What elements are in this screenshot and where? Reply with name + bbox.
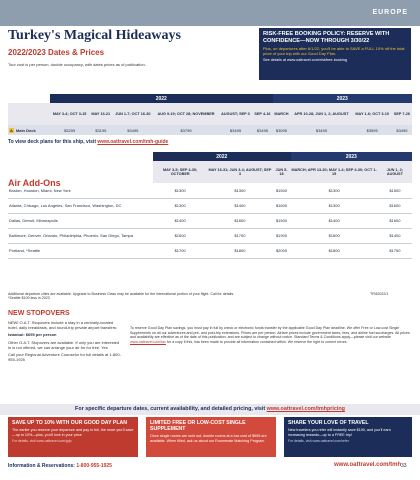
stopovers-body: NEW! O.A.T. Stopovers include a stay in a centrally-located hotel, daily breakfasts, and round-trip private airport transfers: Istanbul: $695 per person Other O.A.T. Stopovers are available. If only you are interested in is not offered, we can arrange your air for for free. Yes Call your Regional Adventure Counselor for full details at 1-800-955-1925: [8, 320, 121, 363]
pricing-band-text: For specific departure dates, current availability, and detailed pricing, visit www.oattravel.com/tmhpricing: [75, 406, 345, 412]
air-price: $1400: [291, 213, 378, 228]
air-footnotes: Additional departure cities are available. Upgrade to Business Class may be available for the international portion of your flight. Call for details. *Seattle $100 less in 2023: [8, 292, 235, 301]
air-date-col: JUN 5-18: [273, 161, 291, 183]
air-price: $1500: [273, 183, 291, 198]
air-price: $1750: [378, 243, 412, 258]
deck-marker: A: [10, 127, 13, 133]
page-subtitle: 2022/2023 Dates & Prices: [8, 48, 105, 57]
date-col: MAY 13-21: [89, 103, 112, 125]
air-price: $1600: [273, 198, 291, 213]
table-row: [8, 183, 412, 198]
air-year-2022: 2022: [153, 152, 291, 161]
air-date-col: MAY 16-31; JUN 3-4; AUGUST; SEP 3: [207, 161, 272, 183]
air-price: $1300: [291, 183, 378, 198]
table-row: [8, 228, 412, 243]
air-price: $1300: [153, 183, 207, 198]
air-date-col: MARCH; APR 13-30; MAY 1-4; SEP 4-30; OCT 1-15: [291, 161, 378, 183]
page-title: Turkey's Magical Hideaways: [8, 28, 181, 43]
air-price: $1400: [153, 213, 207, 228]
price-cell: $3595: [366, 127, 378, 133]
date-col: JUN 1-7; OCT 16-30: [112, 103, 153, 125]
stopovers-heading: NEW STOPOVERS: [8, 310, 70, 317]
deck-plans-link[interactable]: www.oattravel.com/tmh-guide: [97, 139, 169, 145]
istanbul-price: Istanbul: $695 per person: [8, 332, 57, 338]
air-price: $1300: [207, 183, 272, 198]
year-header-2023: 2023: [273, 94, 413, 103]
referral-card: SHARE YOUR LOVE OF TRAVEL New travelers you refer will instantly save $100, and you'll earn increasing rewards—up to a FREE trip! For details, visit www.oattravel.com/refer: [284, 417, 412, 457]
price-cell: $3495: [256, 127, 269, 133]
air-price: $1400: [207, 198, 272, 213]
policy-details: See details at www.oattravel.com/riskfree-booking: [263, 58, 347, 62]
policy-body: Plus, on departures after 6/1/22, you'll be able to SAVE a FULL 10% off the total price of your trip with our Good Day Plan.: [263, 46, 405, 56]
air-addons-table: [8, 152, 412, 259]
row-label: A Main Deck: [10, 127, 36, 133]
phone-number[interactable]: 1-800-955-1925: [76, 463, 112, 469]
price-cell: $3795: [180, 127, 192, 133]
terms-text: To reserve Good Day Plan savings, you must pay in full by check or electronic funds transfer by the applicable Good Day Plan deadline. We offer Free or Low-cost Single Supplements on all our adventures and pre- and post-trip extensions. Prices are per person. Airfare prices include government taxes, fees, and airline fuel surcharges. All prices and availability are effective as of the date of this publication, and are subject to change without notice. Standard Terms & Conditions apply—please visit our website www.oattravel.com/tac for a copy if this, has been made to provide all information contained within. We reserve the right to correct errors.: [130, 326, 410, 344]
date-col: MAY 1-6; OCT 3-10: [353, 103, 392, 125]
date-col: MARCH: [273, 103, 291, 125]
price-cell: $3495: [229, 127, 242, 133]
table-row: [8, 243, 412, 258]
air-price: $1900: [273, 228, 291, 243]
air-price: $1600: [291, 228, 378, 243]
air-price: $1600: [153, 228, 207, 243]
trip-code: TFM2022/1: [370, 292, 389, 296]
table-row: [8, 213, 412, 228]
air-price: $1600: [378, 213, 412, 228]
air-price: $1600: [207, 213, 272, 228]
table-row: [8, 198, 412, 213]
air-price: $1400: [378, 228, 412, 243]
departure-city: Atlanta, Chicago, Los Angeles, San Francisco, Washington, DC: [8, 198, 153, 213]
air-price: $1500: [273, 213, 291, 228]
table-row: [8, 125, 412, 135]
air-date-col: MAY 3-5; SEP 4-30; OCTOBER: [153, 161, 207, 183]
good-day-plan-card: SAVE UP TO 10% WITH OUR GOOD DAY PLAN The earlier you reserve your departure and pay in full, the more you'll save—up to 10%—plus, you'll lock in your price For details, visit www.oattravel.com/gdp: [8, 417, 138, 457]
pricing-link[interactable]: www.oattravel.com/tmhpricing: [266, 406, 345, 412]
year-header-2022: 2022: [50, 94, 273, 103]
departure-city: Portland, *Seattle: [8, 243, 153, 258]
terms-link[interactable]: www.oattravel.com/tac: [130, 339, 166, 344]
region-tag: EUROPE: [0, 0, 420, 26]
price-table: [8, 94, 412, 135]
price-cell: $3495: [127, 127, 139, 133]
date-col: APR 10-28; JUN 1, 2; AUGUST: [290, 103, 352, 125]
footer-contact: Information & Reservations: 1-800-955-1925: [8, 463, 112, 469]
price-cell: $3495: [396, 127, 408, 133]
date-col: SEP 4-16: [252, 103, 272, 125]
risk-free-policy-box: [259, 28, 411, 80]
date-col: AUGUST; SEP 3: [219, 103, 253, 125]
date-col: MAY 3-4; OCT 3-15: [50, 103, 89, 125]
departure-city: Boston, Houston, Miami, New York: [8, 183, 153, 198]
page-number: 33: [401, 463, 407, 469]
air-price: $1300: [153, 198, 207, 213]
air-addons-heading: Air Add-Ons: [8, 178, 61, 188]
air-date-col: JUN 1, 2; AUGUST: [378, 161, 412, 183]
air-price: $1300: [291, 198, 378, 213]
air-price: $1500: [378, 183, 412, 198]
intro-text: Tour cost is per person, double occupancy, with dates prices as of publication.: [8, 62, 146, 67]
date-col: AUG 9-19; OCT 28; NOVEMBER: [153, 103, 218, 125]
price-cell: $3495: [315, 127, 327, 133]
date-col: SEP 7-26: [392, 103, 412, 125]
air-price: $1800: [291, 243, 378, 258]
footer-url[interactable]: www.oattravel.com/tmh: [334, 462, 402, 468]
price-cell: $3295: [64, 127, 76, 133]
policy-heading: RISK-FREE BOOKING POLICY: RESERVE WITH CONFIDENCE—NOW THROUGH 3/30/22: [263, 31, 390, 44]
price-cell: $3095: [275, 127, 287, 133]
departure-city: Baltimore, Denver, Orlando, Philadelphia, Phoenix, San Diego, Tampa: [8, 228, 153, 243]
referral-link[interactable]: For details, visit www.oattravel.com/refer: [288, 439, 349, 443]
air-year-2023: 2023: [291, 152, 413, 161]
air-price: $1600: [378, 198, 412, 213]
deck-plans-note: To view deck plans for this ship, visit www.oattravel.com/tmh-guide: [8, 139, 169, 145]
price-cell: $3195: [95, 127, 107, 133]
air-price: $2000: [273, 243, 291, 258]
air-price: $1700: [153, 243, 207, 258]
air-price: $1800: [207, 243, 272, 258]
air-price: $1700: [207, 228, 272, 243]
departure-city: Dallas, Detroit, Minneapolis: [8, 213, 153, 228]
single-supplement-card: LIMITED FREE OR LOW-COST SINGLE SUPPLEMENT Once single rooms are sold out, double rooms at a low cost of $995 are available. When filled, ask us about our Roommate Matching Program: [146, 417, 276, 457]
good-day-plan-link[interactable]: For details, visit www.oattravel.com/gdp: [12, 439, 72, 443]
